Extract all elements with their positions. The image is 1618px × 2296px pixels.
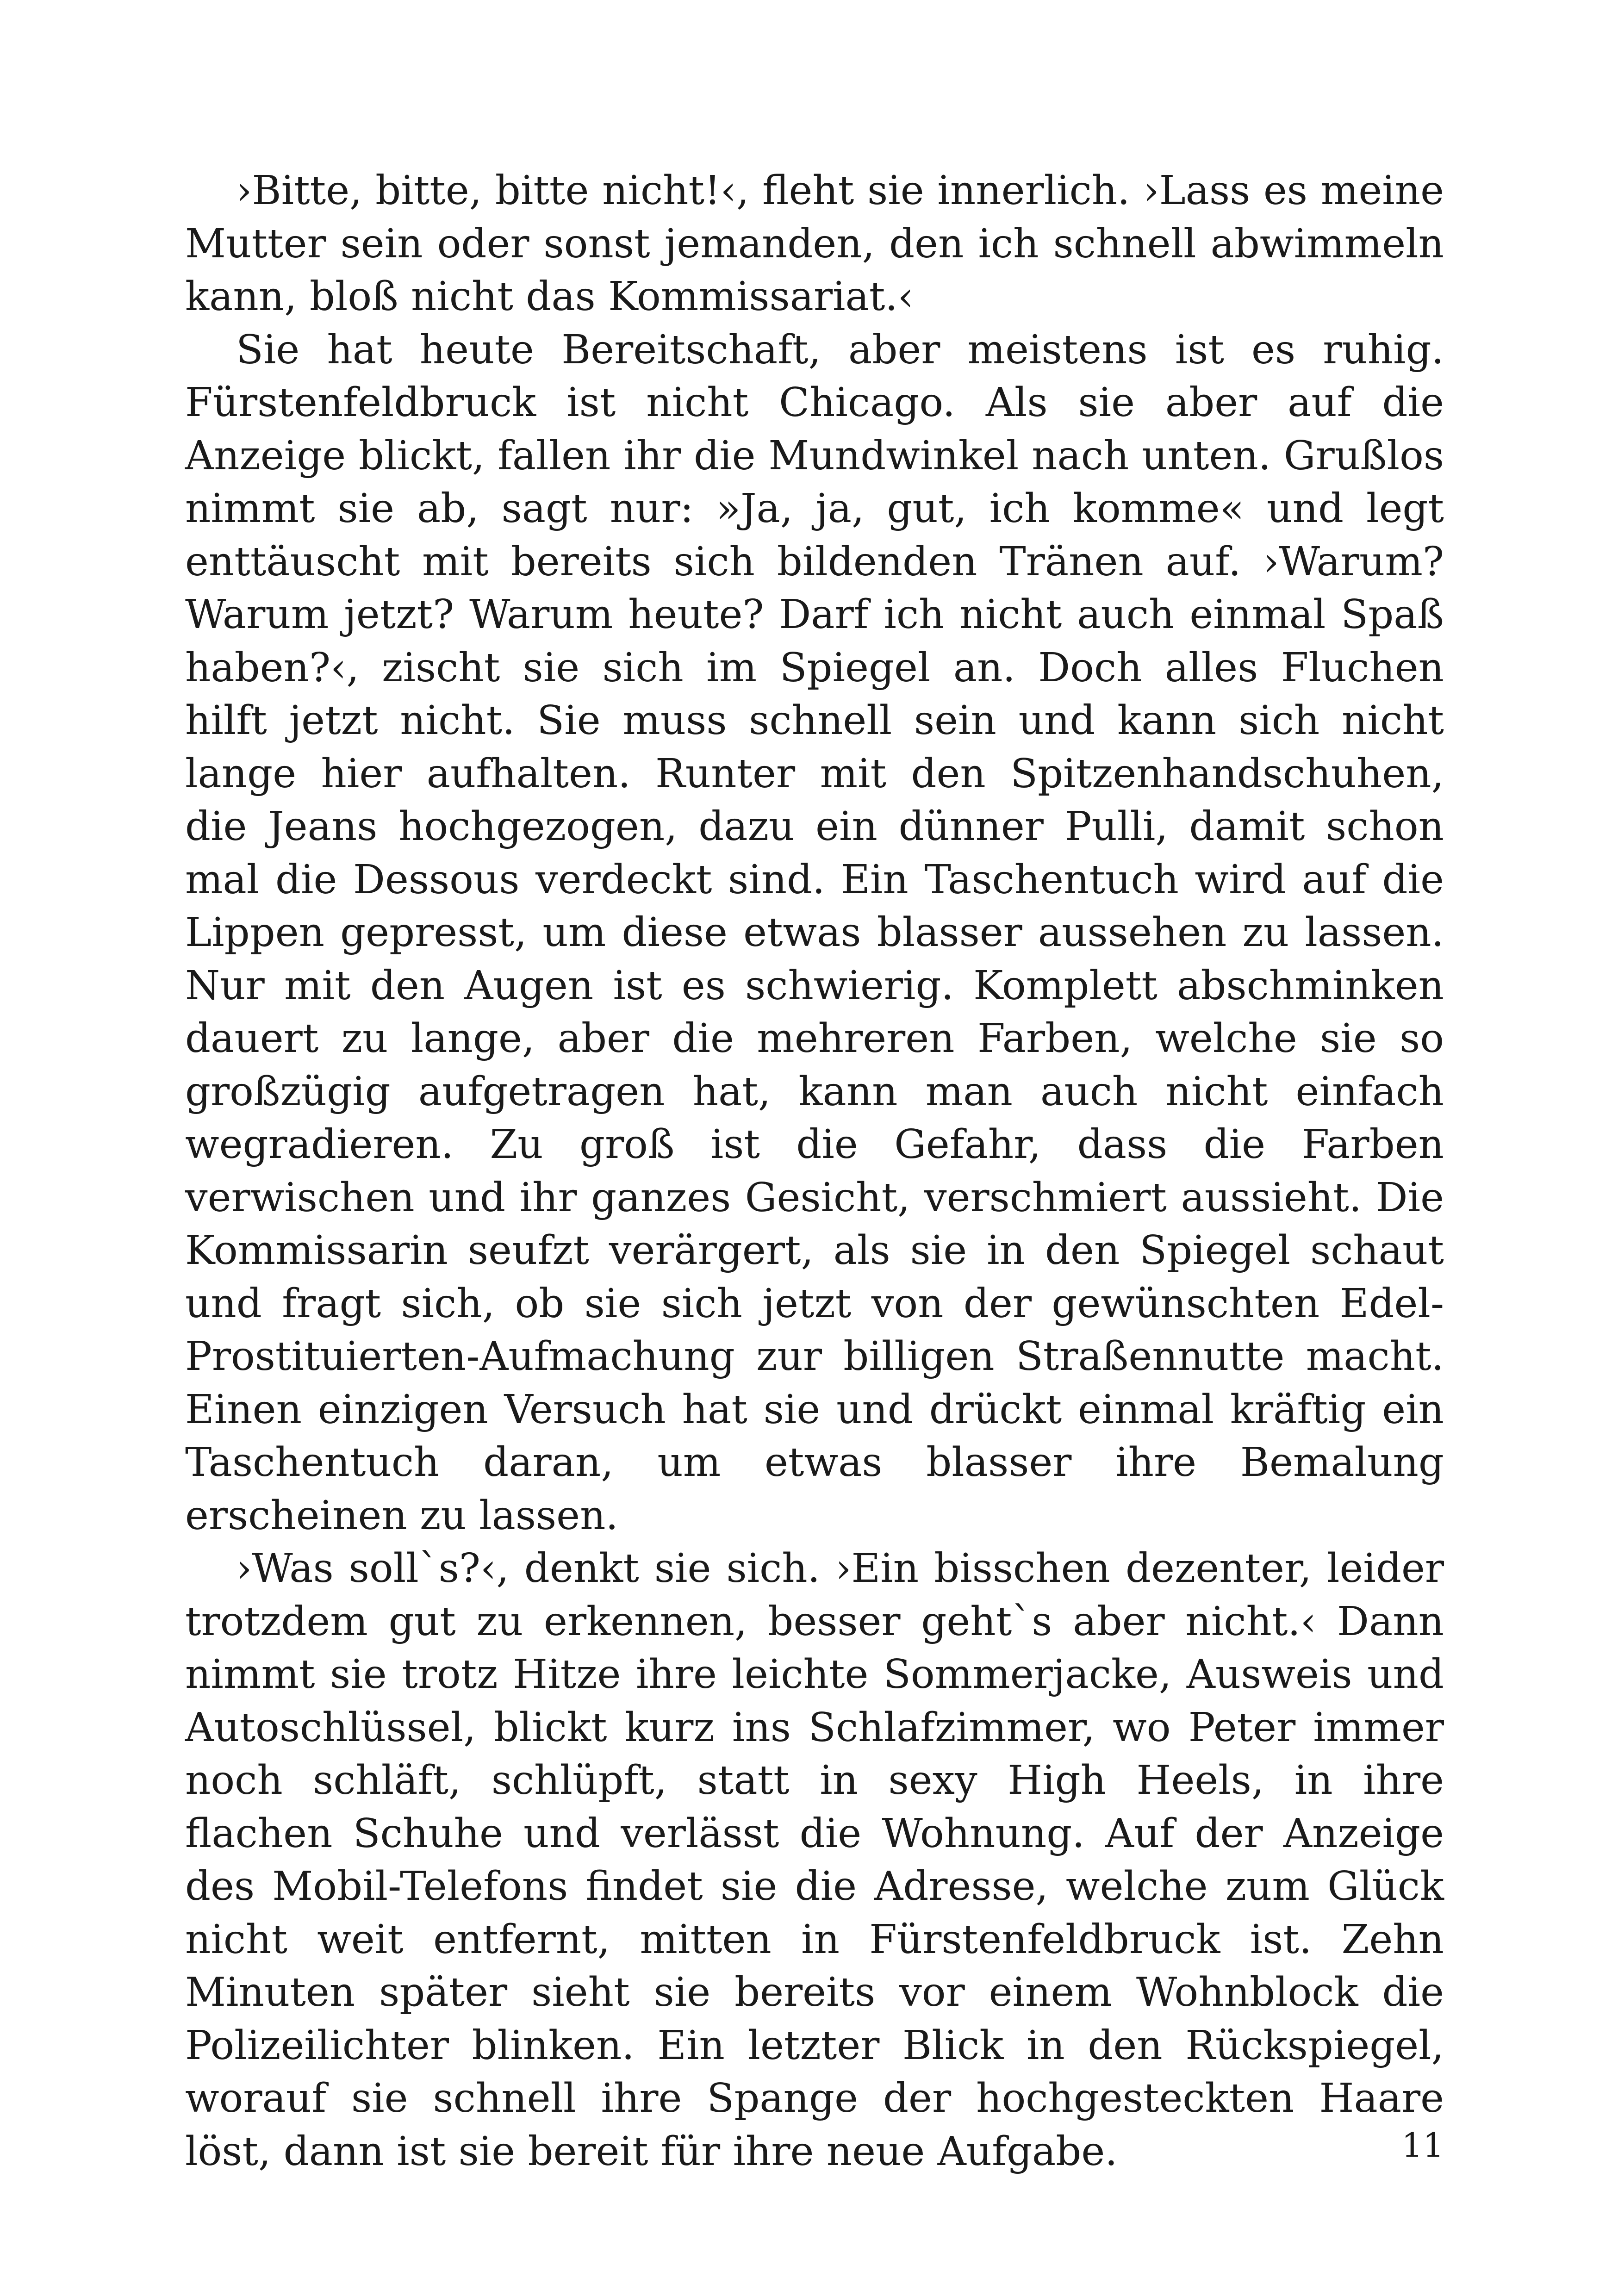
page-number: 11	[1401, 2126, 1444, 2165]
paragraph-2: Sie hat heute Bereitschaft, aber meistens ist es ruhig. Fürstenfeldbruck ist nicht Chicago. Als sie aber auf die Anzeige blickt, fallen ihr die Mundwinkel nach unten. Grußlos nimmt sie ab, sagt nur: »Ja, ja, gut, ich komme« und legt enttäuscht mit bereits sich bildenden Tränen auf. ›Warum? Warum jetzt? Warum heute? Darf ich nicht auch einmal Spaß haben?‹, zischt sie sich im Spiegel an. Doch alles Fluchen hilft jetzt nicht. Sie muss schnell sein und kann sich nicht lange hier aufhalten. Runter mit den Spitzenhandschuhen, die Jeans hochgezogen, dazu ein dünner Pulli, damit schon mal die Dessous verdeckt sind. Ein Taschentuch wird auf die Lippen gepresst, um diese etwas blasser aussehen zu lassen. Nur mit den Augen ist es schwierig. Komplett abschminken dauert zu lange, aber die mehreren Farben, welche sie so großzügig aufgetragen hat, kann man auch nicht einfach wegradieren. Zu groß ist die Gefahr, dass die Farben verwischen und ihr ganzes Gesicht, verschmiert aussieht. Die Kommissarin seufzt verärgert, als sie in den Spiegel schaut und fragt sich, ob sie sich jetzt von der gewünschten Edel-Prostituierten-Aufmachung zur billigen Straßennutte macht. Einen einzigen Versuch hat sie und drückt einmal kräftig ein Taschentuch daran, um etwas blasser ihre Bemalung erscheinen zu lassen.	[185, 326, 1444, 1539]
paragraph-1: ›Bitte, bitte, bitte nicht!‹, fleht sie innerlich. ›Lass es meine Mutter sein oder sonst jemanden, den ich schnell abwimmeln kann, bloß nicht das Kommissariat.‹	[185, 168, 1444, 320]
body-text	[185, 164, 1444, 2178]
paragraph-3: ›Was soll`s?‹, denkt sie sich. ›Ein bisschen dezenter, leider trotzdem gut zu erkennen, besser geht`s aber nicht.‹ Dann nimmt sie trotz Hitze ihre leichte Sommerjacke, Ausweis und Autoschlüssel, blickt kurz ins Schlafzimmer, wo Peter immer noch schläft, schlüpft, statt in sexy High Heels, in ihre flachen Schuhe und verlässt die Wohnung. Auf der Anzeige des Mobil-Telefons findet sie die Adresse, welche zum Glück nicht weit entfernt, mitten in Fürstenfeldbruck ist. Zehn Minuten später sieht sie bereits vor einem Wohnblock die Polizeilichter blinken. Ein letzter Blick in den Rückspiegel, worauf sie schnell ihre Spange der hochgesteckten Haare löst, dann ist sie bereit für ihre neue Aufgabe.	[185, 1545, 1444, 2175]
